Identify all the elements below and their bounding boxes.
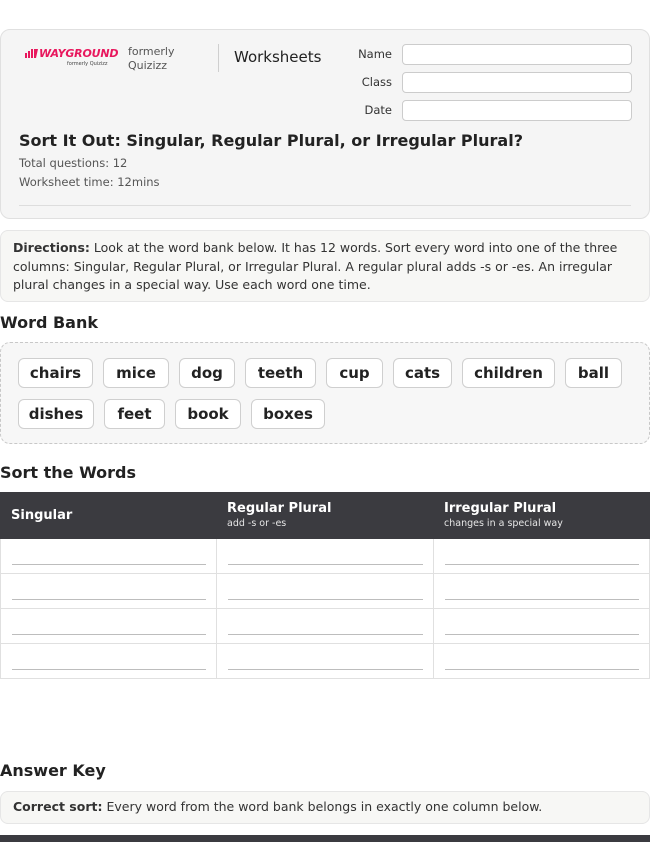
column-singular: Singular (11, 508, 73, 523)
directions-text: Look at the word bank below. It has 12 words. Sort every word into one of the three columns: Singular, Regular Plural, or Irregular Plural. A regular plural adds -s or -es. An irregular plural changes in a special way. Use each word one time. (13, 240, 618, 292)
directions-box (0, 230, 650, 302)
date-label: Date (364, 103, 392, 117)
answer-line (445, 599, 639, 600)
answer-cell[interactable] (1, 574, 217, 609)
date-field[interactable] (402, 100, 632, 121)
answer-line (445, 634, 639, 635)
answer-line (445, 669, 639, 670)
wayground-logo (25, 47, 119, 71)
word-chip[interactable]: feet (104, 399, 165, 429)
answer-line (12, 634, 206, 635)
word-chip[interactable]: dishes (18, 399, 94, 429)
answer-cell[interactable] (1, 609, 217, 644)
answer-cell[interactable] (434, 539, 650, 574)
answer-cell[interactable] (217, 609, 434, 644)
word-chip[interactable]: chairs (18, 358, 93, 388)
worksheet-time: Worksheet time: 12mins (19, 175, 160, 189)
answer-key-title: Answer Key (0, 761, 106, 780)
class-label: Class (361, 75, 392, 89)
worksheet-header (0, 29, 650, 219)
word-bank (0, 342, 650, 444)
answer-cell[interactable] (217, 574, 434, 609)
name-field[interactable] (402, 44, 632, 65)
sort-table-header (0, 492, 650, 539)
header-divider (218, 44, 219, 72)
word-chip[interactable]: teeth (245, 358, 316, 388)
answer-key-label: Correct sort: (13, 799, 103, 814)
logo-bars-icon (25, 49, 38, 58)
product-title: Worksheets (234, 48, 322, 66)
word-chip[interactable]: dog (179, 358, 235, 388)
word-chip[interactable]: boxes (251, 399, 325, 429)
directions-label: Directions: (13, 240, 90, 255)
answer-line (12, 669, 206, 670)
table-row (1, 644, 650, 679)
column-irregular-plural: Irregular Plural changes in a special way (444, 501, 563, 529)
total-questions: Total questions: 12 (19, 156, 128, 170)
answer-line (445, 564, 639, 565)
column-separator (216, 539, 217, 679)
word-bank-title: Word Bank (0, 313, 99, 332)
answer-line (228, 564, 423, 565)
answer-key-note (0, 791, 650, 824)
column-separator (433, 539, 434, 679)
answer-cell[interactable] (1, 644, 217, 679)
answer-line (12, 599, 206, 600)
answer-line (228, 599, 423, 600)
answer-line (228, 669, 423, 670)
answer-table-header (0, 835, 650, 842)
table-row (1, 574, 650, 609)
answer-cell[interactable] (1, 539, 217, 574)
table-row (1, 539, 650, 574)
answer-line (12, 564, 206, 565)
logo-text: WAYGROUND (39, 47, 119, 60)
name-label: Name (358, 47, 392, 61)
word-chip[interactable]: book (175, 399, 241, 429)
header-rule (19, 205, 631, 206)
answer-cell[interactable] (217, 539, 434, 574)
table-row (1, 609, 650, 644)
answer-line (228, 634, 423, 635)
sort-title: Sort the Words (0, 463, 137, 482)
class-field[interactable] (402, 72, 632, 93)
logo-subtext: formerly Quizizz (67, 61, 108, 67)
answer-key-text: Every word from the word bank belongs in exactly one column below. (106, 799, 543, 814)
column-regular-plural: Regular Plural add -s or -es (227, 501, 332, 529)
word-chip[interactable]: children (462, 358, 555, 388)
word-chip[interactable]: cup (326, 358, 383, 388)
worksheet-title: Sort It Out: Singular, Regular Plural, or Irregular Plural? (19, 131, 523, 150)
word-chip[interactable]: ball (565, 358, 622, 388)
answer-cell[interactable] (217, 644, 434, 679)
sort-table-body (0, 539, 650, 679)
word-chip[interactable]: mice (103, 358, 169, 388)
answer-cell[interactable] (434, 574, 650, 609)
answer-cell[interactable] (434, 609, 650, 644)
word-chip[interactable]: cats (393, 358, 452, 388)
formerly-quizizz: formerly Quizizz (128, 45, 175, 72)
answer-cell[interactable] (434, 644, 650, 679)
